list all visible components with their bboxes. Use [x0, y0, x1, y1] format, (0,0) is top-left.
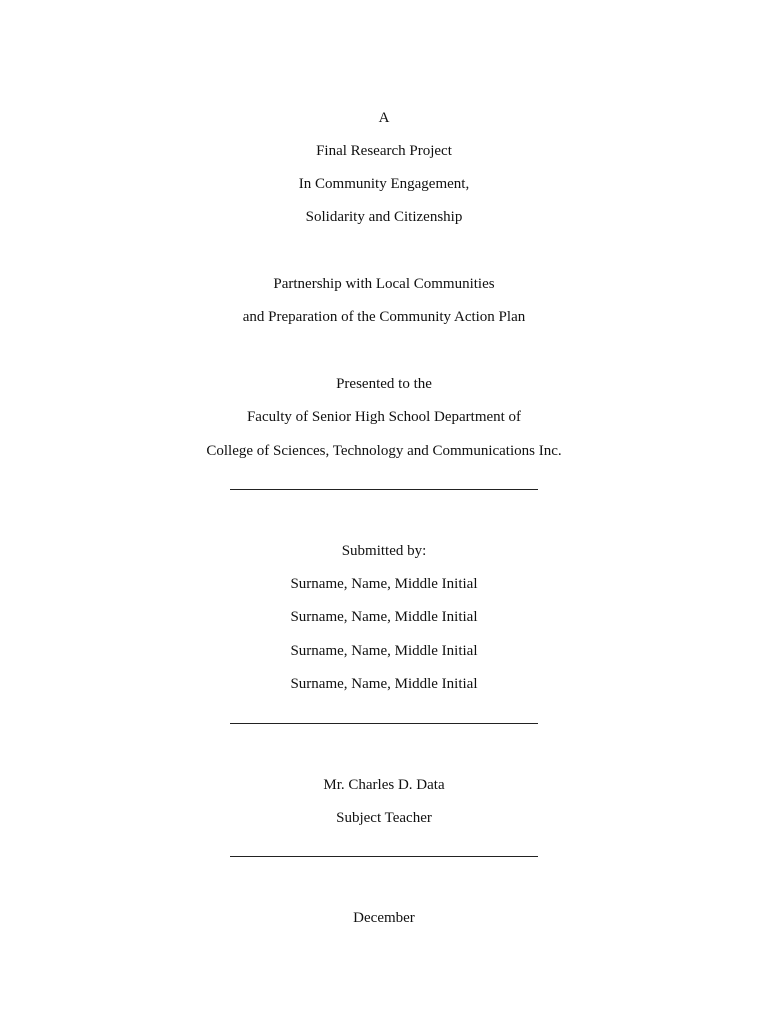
course-line-1: In Community Engagement,: [298, 176, 470, 192]
course-line-2: Solidarity and Citizenship: [305, 209, 463, 225]
divider: [230, 723, 538, 724]
institution-line: College of Sciences, Technology and Communications Inc.: [206, 443, 562, 459]
submitted-by-label: Submitted by:: [341, 543, 427, 559]
project-type: Final Research Project: [316, 143, 452, 159]
student-name: Surname, Name, Middle Initial: [290, 609, 478, 625]
divider: [230, 489, 538, 490]
date-month: December: [353, 910, 415, 926]
title-article: A: [378, 110, 390, 126]
topic-line-1: Partnership with Local Communities: [273, 276, 495, 292]
teacher-role: Subject Teacher: [336, 810, 432, 826]
student-name: Surname, Name, Middle Initial: [290, 576, 478, 592]
teacher-name: Mr. Charles D. Data: [323, 777, 445, 793]
faculty-line: Faculty of Senior High School Department of: [246, 409, 522, 425]
student-name: Surname, Name, Middle Initial: [290, 643, 478, 659]
divider: [230, 856, 538, 857]
student-name: Surname, Name, Middle Initial: [290, 676, 478, 692]
presented-to: Presented to the: [336, 376, 432, 392]
topic-line-2: and Preparation of the Community Action Plan: [242, 309, 526, 325]
